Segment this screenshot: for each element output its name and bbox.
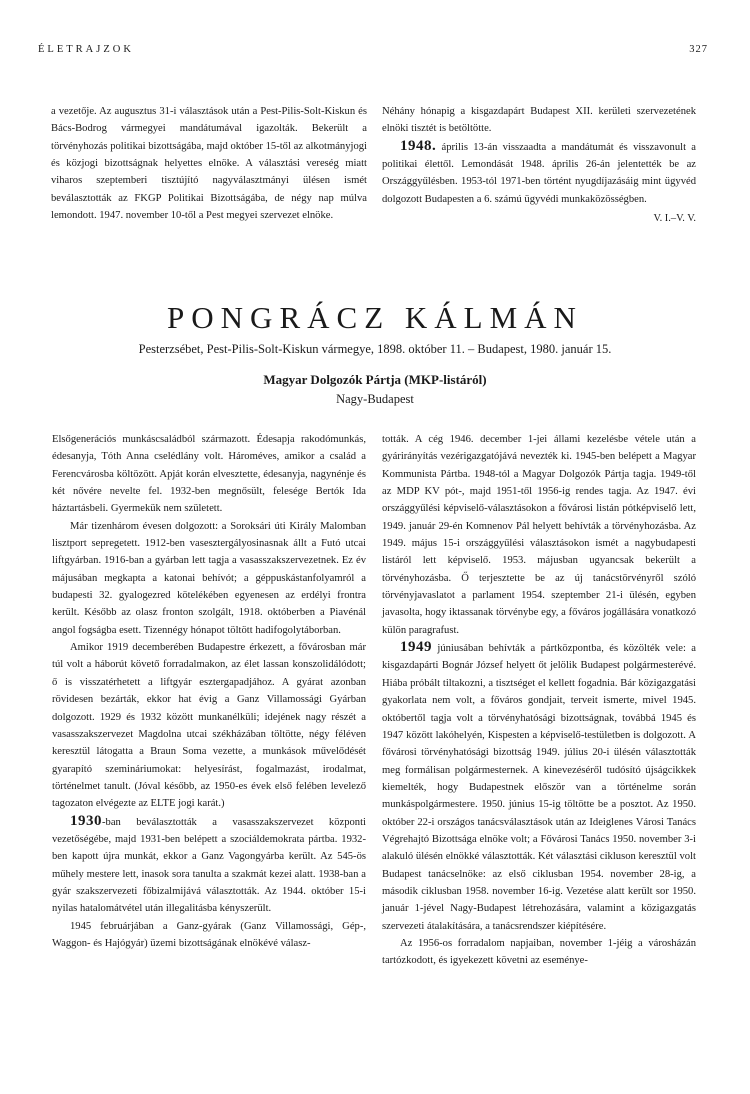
year-marker: 1930 [70,812,102,829]
paragraph: 1945 februárjában a Ganz-gyárak (Ganz Villamossági, Gép-, Waggon- és Hajógyár) üzemi bizottságának elnökévé válasz- [52,920,366,949]
paragraph: Néhány hónapig a kisgazdapárt Budapest XII. kerületi szervezetének elnöki tisztét is betöltötte. [382,106,696,135]
paragraph: a vezetője. Az augusztus 31-i választások után a Pest-Pilis-Solt-Kiskun és Bács-Bodrog vármegyei mandátumával igazolták. Bekerült a törvényhozás politikai bizottságába, majd október 15-től az alkotmányjogi és közjogi bizottságnak helyettes elnöke. A választási vereség miatt viharos szeptemberi tisztújító nagyválasztmányi ülésen ismét beválasztották az FKGP Politikai Bizottságába, de négy nap múlva lemondott. 1947. november 10-től a Pest megyei szervezet elnöke. [51,106,367,222]
entry-name: PONGRÁCZ KÁLMÁN [167,300,583,335]
paragraph-text: júniusában behívták a pártközpontba, és közölték vele: a kisgazdapárti Bognár József helyett őt jelölik Budapest polgármesterévé. Hiába próbált tiltakozni, a tisztséget el kellett fogadnia. Bár közigazgatási gyakorlata nem volt, a főváros gondjait, terveit ismerte, mivel 1945. októbertől tagja volt a törvényhatósági bizottságnak, továbbá 1945 és 1947 között lakóhelyén, Kispesten a képviselő-testületben is dolgozott. A fővárosi törvényhatósági bizottság 1949. július 20-i ülésén választották meg formálisan polgármesternek. A kinevezéséről tudósító újságcikkek kiemelték, hogy Budapestnek először van a történelme során munkáspolgármestere. 1950. június 15-ig töltötte be a posztot. Az 1950. október 22-i országos tanácsválasztások után az Ideiglenes Városi Tanács Végrehajtó Bizottsága elnöke volt; a Fővárosi Tanács 1950. november 3-i alakuló ülésén elnökké választották. Két választási cikluson keresztül volt Budapest tanácselnöke: az első ciklusban 1954. november 28-ig, a második ciklusban 1958. november 16-ig. Vezetése alatt került sor 1950. január 1-jével Nagy-Budapest létrehozására, valamint a közigazgatás szervezeti átalakítására, a tanácsrendszer kiépítésére. [382,643,696,932]
paragraph: Már tizenhárom évesen dolgozott: a Soroksári úti Király Malomban lisztport sepregetett. 1912-ben vasesztergályosinasnak állt a Futó utcai liftgyárban. 1916-ban a gyárban lett tagja a vasasszakszervezetnek. Ez év májusában megkapta a katonai behívót; a géppuskástanfolyamról a budapesti 32. gyalogezred kötelékében egyenesen az erdélyi frontra került. Később az olasz fronton szolgált, 1918. októberben a Piavénál angol fogságba esett. Tizennégy hónapot töltött hadifogolytáborban. [52,520,366,636]
paragraph [382,138,696,208]
paragraph [382,639,696,935]
paragraph-text: -ban beválasztották a vasasszakszervezet központi vezetőségébe, majd 1931-ben belépett a szociáldemokrata pártba. 1932-ben kapott újra munkát, ekkor a Ganz Vagongyárba került. Az 545-ös műhely mestere lett, inasok sora tanulta a szakmát kezei alatt. 1938-ban a gyár szakszervezeti főbizalmijává választották. Az 1944. október 15-i nyilas hatalomátvétel után illegalitásba kényszerült. [52,816,366,915]
section-title: ÉLETRAJZOK [38,44,134,55]
entry-left-column [52,431,366,952]
party-affiliation: Magyar Dolgozók Pártja (MKP-listáról) [263,372,487,387]
constituency: Nagy-Budapest [336,392,414,406]
author-signature: V. I.–V. V. [653,213,696,225]
paragraph: Az 1956-os forradalom napjaiban, november 1-jéig a városházán tartózkodott, és igyekezett követni az eseménye- [382,937,696,967]
paragraph-text: április 13-án visszaadta a mandátumát és visszavonult a politikai élettől. Lemondását 1948. április 26-án jelentették be az Országgyűlésben. 1953-tól 1971-ben történt nyugdíjazásáig mint ügyvéd dolgozott Budapesten a 6. számú ügyvédi munkaközösségben. [382,141,696,205]
paragraph [52,813,366,918]
birth-death-line: Pesterzsébet, Pest-Pilis-Solt-Kiskun vármegye, 1898. október 11. – Budapest, 1980. január 15. [138,342,612,356]
previous-entry-right-column [382,103,696,227]
paragraph: Elsőgenerációs munkáscsaládból származott. Édesapja rakodómunkás, édesanyja, Tóth Anna cselédlány volt. Hároméves, amikor a család a Ferencvárosba költözött. Apját korán elvesztette, édesanyja, nagynénje és két nővére nevelte fel. 1932-ben megnősült, felesége Bertók Ida háztartásbeli. Gyermekük nem született. [52,434,366,515]
page-number: 327 [689,44,708,55]
entry-right-column [382,431,696,970]
running-header [38,44,708,58]
previous-entry-left-column [51,103,367,224]
paragraph: Amikor 1919 decemberében Budapestre érkezett, a fővárosban már túl volt a háborút követő forradalmakon, az élet lassan konszolidálódott; ő is visszatérhetett a liftgyár esztergapadjához. A gyárat azonban rövidesen bezárták, ekkor hat évig a Ganz Villamossági Gyárban dolgozott. 1929 és 1932 között munkanélküli; idejének nagy részét a vasasszakszervezet Magdolna utcai székházában töltötte, négy féléven keresztül látogatta a Braun Soma vezette, a munkások művelődését gyarapító szemináriumokat: helyesírást, fogalmazást, irodalmat, történelmet tanult. (Jóval később, az 1950-es évek első felében levelező tagozaton elvégezte az ELTE jogi karát.) [52,642,366,810]
year-marker: 1949 [400,639,432,656]
year-marker: 1948. [400,137,437,154]
paragraph: tották. A cég 1946. december 1-jei állami kezelésbe vétele után a gyárirányítás vezérigazgatójává nevezték ki. 1945-ben belépett a Magyar Kommunista Pártba. 1948-tól a Magyar Dolgozók Pártja tagja. 1949-től az MDP KV pót-, majd 1951-től 1956-ig rendes tagja. Az 1947. évi országgyűlési képviselő-választásokon a fővárosi listán pótképviselő lett, 1949. január 29-én Komnenov Pál helyett behívták a törvényhozásba. Az 1949. május 15-i országgyűlési választásokon ismét a nagybudapesti listáról lett képviselő. 1953. májusban ugyancsak bekerült a törvényhozásba. Ő terjesztette be az új tanácstörvényről szóló törvényjavaslatot a parlament 1954. szeptember 21-i ülésén, egyben javasolta, hogy iktassanak törvénybe egy, a főváros jogállására vonatkozó külön paragrafust. [382,434,696,636]
